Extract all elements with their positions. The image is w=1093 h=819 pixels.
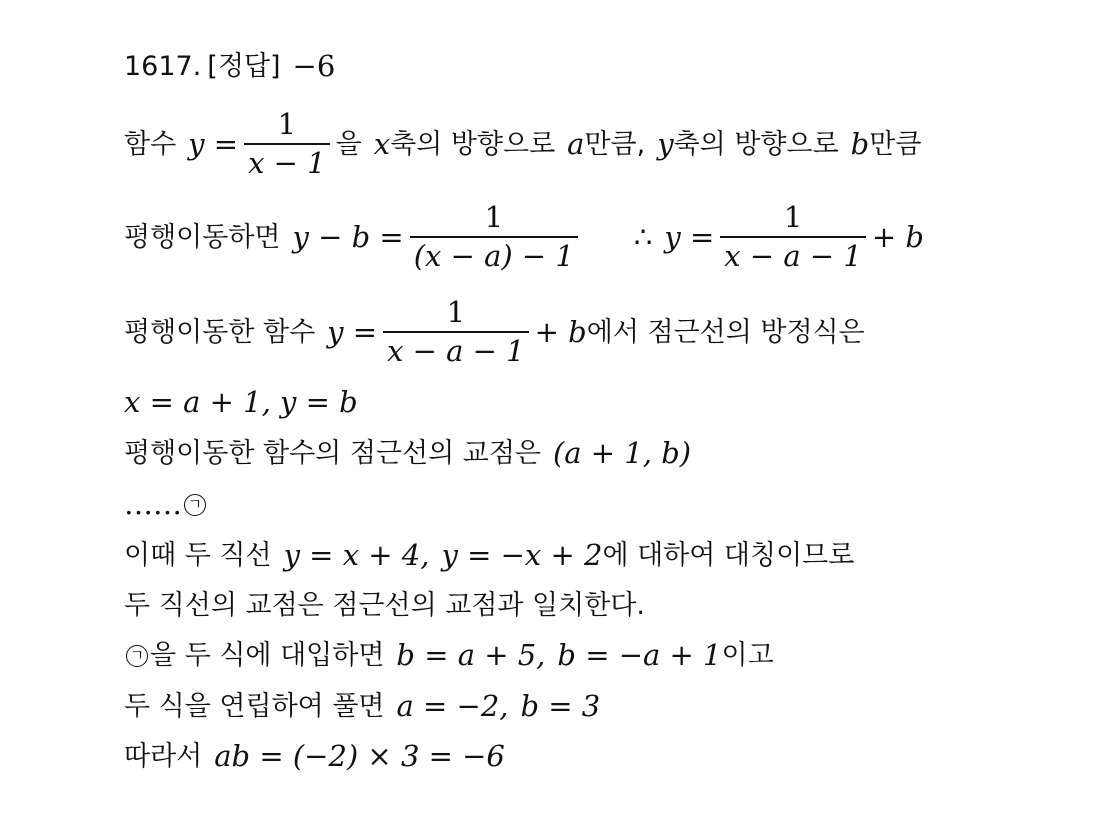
math-expression: + b bbox=[871, 219, 924, 254]
text: 을 bbox=[335, 128, 362, 160]
text: 에 대하여 대칭이므로 bbox=[602, 540, 855, 571]
answer-value: −6 bbox=[292, 49, 336, 83]
math-expression: (a + 1, b) bbox=[552, 436, 692, 470]
fraction-denominator: (x − a) − 1 bbox=[410, 236, 578, 271]
circled-mark-icon: ㄱ bbox=[126, 645, 148, 667]
fraction bbox=[383, 295, 529, 368]
therefore-symbol: ∴ bbox=[633, 219, 653, 254]
fraction-denominator: x − a − 1 bbox=[383, 331, 529, 366]
solution-line-1 bbox=[124, 107, 922, 180]
text: 두 식을 연립하여 풀면 bbox=[124, 691, 385, 722]
solution-line-6 bbox=[124, 487, 208, 521]
fraction-numerator: 1 bbox=[783, 200, 803, 234]
fraction bbox=[410, 200, 578, 273]
text: 따라서 bbox=[124, 741, 203, 772]
math-expression: y = bbox=[188, 126, 239, 161]
solution-line-4 bbox=[124, 385, 358, 419]
problem-number: 1617. bbox=[124, 51, 202, 82]
math-expression: y = bbox=[327, 314, 378, 349]
text: 을 두 식에 대입하면 bbox=[150, 640, 385, 671]
math-variable: x bbox=[373, 126, 391, 161]
answer-label: [정답] bbox=[207, 51, 281, 82]
solution-line-7 bbox=[124, 538, 855, 572]
math-expression: + b bbox=[534, 314, 587, 349]
text: 축의 방향으로 bbox=[673, 128, 839, 160]
math-expression: y = x + 4, bbox=[283, 538, 430, 572]
math-expression: b = −a + 1 bbox=[557, 638, 722, 672]
fraction bbox=[244, 107, 330, 180]
text: 함수 bbox=[124, 128, 177, 160]
text: 이고 bbox=[721, 640, 774, 671]
text: 축의 방향으로 bbox=[390, 128, 556, 160]
math-expression: y − b = bbox=[292, 219, 404, 254]
math-expression: b = a + 5, bbox=[396, 638, 546, 672]
math-variable: a bbox=[567, 126, 585, 161]
text: 두 직선의 교점은 점근선의 교점과 일치한다. bbox=[124, 590, 645, 621]
fraction bbox=[720, 200, 866, 273]
math-variable: b bbox=[850, 126, 870, 161]
fraction-numerator: 1 bbox=[446, 295, 466, 329]
math-expression: y = bbox=[664, 219, 715, 254]
math-expression: b = 3 bbox=[520, 689, 601, 723]
solution-line-10 bbox=[124, 689, 601, 723]
text: 평행이동한 함수의 점근선의 교점은 bbox=[124, 438, 541, 469]
math-expression: a = −2, bbox=[396, 689, 509, 723]
text: 이때 두 직선 bbox=[124, 540, 272, 571]
math-variable: y bbox=[657, 126, 674, 161]
circled-mark-icon: ㄱ bbox=[184, 494, 206, 516]
math-expression: ab = (−2) × 3 = −6 bbox=[214, 739, 505, 773]
solution-line-5 bbox=[124, 436, 692, 470]
text: 만큼 bbox=[869, 128, 922, 160]
solution-line-9 bbox=[124, 638, 774, 672]
math-expression: x = a + 1, y = b bbox=[124, 385, 358, 419]
solution-line-2 bbox=[124, 200, 924, 273]
text: 에서 점근선의 방정식은 bbox=[586, 316, 865, 348]
math-expression: y = −x + 2 bbox=[441, 538, 603, 572]
text: 평행이동하면 bbox=[124, 221, 281, 253]
ellipsis: …… bbox=[124, 487, 182, 521]
fraction-numerator: 1 bbox=[277, 107, 297, 141]
solution-line-8 bbox=[124, 592, 645, 619]
fraction-denominator: x − a − 1 bbox=[720, 236, 866, 271]
text: 평행이동한 함수 bbox=[124, 316, 316, 348]
solution-line-3 bbox=[124, 295, 865, 368]
problem-header bbox=[124, 49, 336, 83]
fraction-numerator: 1 bbox=[484, 200, 504, 234]
text: 만큼, bbox=[584, 128, 646, 160]
solution-line-11 bbox=[124, 739, 505, 773]
fraction-denominator: x − 1 bbox=[244, 143, 330, 178]
